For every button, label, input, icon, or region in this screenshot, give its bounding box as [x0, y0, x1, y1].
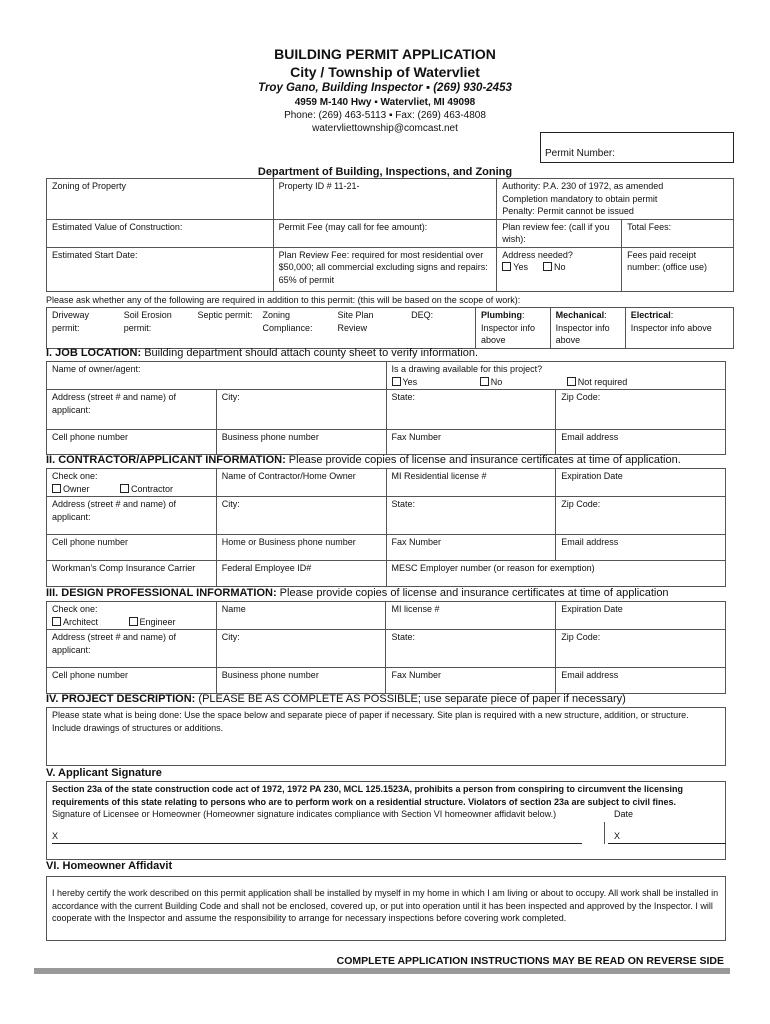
drawing-available-field[interactable]: Is a drawing available for this project? Yes No Not required — [386, 362, 726, 390]
total-fees-field[interactable]: Total Fees: — [622, 219, 734, 247]
permit-info-table — [46, 178, 734, 292]
no-checkbox[interactable] — [543, 262, 552, 271]
date-label: Date — [614, 809, 634, 819]
zip-field[interactable]: Zip Code: — [556, 390, 726, 430]
section-3-heading: III. DESIGN PROFESSIONAL INFORMATION: Please provide copies of license and insurance certificates at time of application — [46, 587, 669, 599]
permit-number-label: Permit Number: — [545, 148, 616, 159]
workmans-comp-field[interactable]: Workman’s Comp Insurance Carrier — [47, 561, 217, 587]
circumvent-notice: Section 23a of the state construction code act of 1972, 1972 PA 230, MCL 125.1523A, prohibits a person from conspiring to circumvent the licensing requirements of this state relating to persons who are to perform work on a residential structure. Violators of section 23a are subject to civil fines. — [52, 784, 684, 807]
signature-x-mark: X — [52, 831, 59, 841]
project-description-table — [46, 707, 726, 766]
contractor-zip-field[interactable]: Zip Code: — [556, 497, 726, 535]
architect-checkbox[interactable] — [52, 617, 61, 626]
date-line[interactable] — [608, 843, 726, 844]
driveway-permit-field[interactable]: Driveway permit: — [47, 308, 119, 349]
mesc-field[interactable]: MESC Employer number (or reason for exemption) — [386, 561, 725, 587]
contractor-table — [46, 468, 726, 587]
design-email-field[interactable]: Email address — [556, 668, 726, 694]
zoning-field[interactable]: Zoning of Property — [47, 179, 274, 220]
business-phone-field[interactable]: Business phone number — [216, 430, 386, 455]
yes-checkbox[interactable] — [502, 262, 511, 271]
signature-line[interactable] — [52, 843, 582, 844]
signature-label: Signature of Licensee or Homeowner (Homeowner signature indicates compliance with Section VI homeowner affidavit below.) — [52, 809, 557, 819]
footer-bar — [34, 968, 730, 974]
homeowner-affidavit-table — [46, 876, 726, 941]
plan-review-fee-field[interactable]: Plan review fee: (call if you wish): — [497, 219, 622, 247]
contractor-email-field[interactable]: Email address — [556, 535, 726, 561]
contractor-name-field[interactable]: Name of Contractor/Home Owner — [216, 469, 386, 497]
drawing-not-required-checkbox[interactable] — [567, 377, 576, 386]
soil-erosion-permit-field[interactable]: Soil Erosion permit: — [119, 308, 193, 349]
homeowner-affidavit-text: I hereby certify the work described on this permit application shall be installed by myself in my home in which I am living or about to occupy. All work shall be installed in accordance with the current Building Code and shall not be enclosed, covered up, or put into operation until it has been inspected and approved by the Inspector. I will cooperate with the Inspector and assume the responsibility to arrange for necessary inspections before covering work completed. — [47, 877, 726, 941]
mi-license-field[interactable]: MI license # — [386, 602, 556, 630]
email-field[interactable]: Email address — [556, 430, 726, 455]
address-needed-field[interactable]: Address needed? Yes No — [497, 247, 622, 291]
contractor-city-field[interactable]: City: — [216, 497, 386, 535]
design-address-field[interactable]: Address (street # and name) of applicant: — [47, 630, 217, 668]
section-5-heading: V. Applicant Signature — [46, 767, 162, 779]
design-state-field[interactable]: State: — [386, 630, 556, 668]
license-expiration-field[interactable]: Expiration Date — [556, 469, 726, 497]
section-2-heading: II. CONTRACTOR/APPLICANT INFORMATION: Please provide copies of license and insurance certificates at time of application. — [46, 454, 681, 466]
reverse-side-notice: COMPLETE APPLICATION INSTRUCTIONS MAY BE READ ON REVERSE SIDE — [336, 955, 724, 967]
owner-agent-field[interactable]: Name of owner/agent: — [47, 362, 387, 390]
contractor-checkbox[interactable] — [120, 484, 129, 493]
plan-review-info: Plan Review Fee: required for most residential over $50,000; all commercial excluding signs and repairs: 65% of permit — [273, 247, 497, 291]
federal-id-field[interactable]: Federal Employee ID# — [216, 561, 386, 587]
design-check-one[interactable]: Check one: Architect Engineer — [47, 602, 217, 630]
design-name-field[interactable]: Name — [216, 602, 386, 630]
section-1-heading: I. JOB LOCATION: Building department should attach county sheet to verify information. — [46, 347, 479, 359]
site-plan-review-field[interactable]: Site Plan Review — [332, 308, 406, 349]
department-title: Department of Building, Inspections, and Zoning — [257, 166, 513, 178]
inspector-line: Troy Gano, Building Inspector ▪ (269) 930-2453 — [258, 82, 512, 94]
design-professional-table — [46, 601, 726, 694]
septic-permit-field[interactable]: Septic permit: — [192, 308, 257, 349]
owner-checkbox[interactable] — [52, 484, 61, 493]
contractor-phone-field[interactable]: Home or Business phone number — [216, 535, 386, 561]
applicant-address-field[interactable]: Address (street # and name) of applicant: — [47, 390, 217, 430]
engineer-checkbox[interactable] — [129, 617, 138, 626]
design-fax-field[interactable]: Fax Number — [386, 668, 556, 694]
contractor-state-field[interactable]: State: — [386, 497, 556, 535]
office-email: watervliettownship@comcast.net — [312, 123, 458, 134]
design-expiration-field[interactable]: Expiration Date — [556, 602, 726, 630]
form-title: BUILDING PERMIT APPLICATION — [274, 46, 496, 62]
permit-number-field[interactable] — [540, 132, 734, 163]
plumbing-info: Plumbing: Inspector info above — [476, 308, 551, 349]
office-phones: Phone: (269) 463-5113 ▪ Fax: (269) 463-4808 — [284, 110, 486, 121]
signature-table — [46, 781, 726, 860]
residential-license-field[interactable]: MI Residential license # — [386, 469, 556, 497]
drawing-no-checkbox[interactable] — [480, 377, 489, 386]
additional-permits-table — [46, 307, 734, 349]
office-address: 4959 M-140 Hwy ▪ Watervliet, MI 49098 — [294, 97, 476, 108]
drawing-yes-checkbox[interactable] — [392, 377, 401, 386]
additional-permits-note: Please ask whether any of the following are required in addition to this permit: (this will be based on the scope of work): — [46, 295, 521, 305]
electrical-info: Electrical: Inspector info above — [625, 308, 733, 349]
authority-info: Authority: P.A. 230 of 1972, as amended Completion mandatory to obtain permit Penalty: Permit cannot be issued — [497, 179, 734, 220]
design-business-phone-field[interactable]: Business phone number — [216, 668, 386, 694]
signature-section — [47, 782, 726, 860]
date-x-mark: X — [614, 831, 621, 841]
permit-fee-field[interactable]: Permit Fee (may call for fee amount): — [273, 219, 497, 247]
zoning-compliance-field[interactable]: Zoning Compliance: — [258, 308, 333, 349]
cell-phone-field[interactable]: Cell phone number — [47, 430, 217, 455]
fax-field[interactable]: Fax Number — [386, 430, 556, 455]
design-zip-field[interactable]: Zip Code: — [556, 630, 726, 668]
signature-divider — [604, 822, 605, 844]
contractor-cell-field[interactable]: Cell phone number — [47, 535, 217, 561]
municipality-name: City / Township of Watervliet — [290, 64, 480, 80]
mechanical-info: Mechanical: Inspector info above — [550, 308, 625, 349]
contractor-address-field[interactable]: Address (street # and name) of applicant: — [47, 497, 217, 535]
deq-field[interactable]: DEQ: — [406, 308, 475, 349]
design-cell-field[interactable]: Cell phone number — [47, 668, 217, 694]
job-location-table — [46, 361, 726, 455]
estimated-value-field[interactable]: Estimated Value of Construction: — [47, 219, 274, 247]
section-4-heading: IV. PROJECT DESCRIPTION: (PLEASE BE AS COMPLETE AS POSSIBLE; use separate piece of paper if necessary) — [46, 693, 626, 705]
project-description-field[interactable]: Please state what is being done: Use the space below and separate piece of paper if necessary. Site plan is required with a new structure, addition, or structure. Include drawings of structures or additions. — [47, 708, 726, 766]
fees-receipt-field[interactable]: Fees paid receipt number: (office use) — [622, 247, 734, 291]
property-id-field[interactable]: Property ID # 11-21- — [273, 179, 497, 220]
contractor-fax-field[interactable]: Fax Number — [386, 535, 556, 561]
contractor-check-one[interactable]: Check one: Owner Contractor — [47, 469, 217, 497]
design-city-field[interactable]: City: — [216, 630, 386, 668]
section-6-heading: VI. Homeowner Affidavit — [46, 860, 173, 872]
state-field[interactable]: State: — [386, 390, 556, 430]
city-field[interactable]: City: — [216, 390, 386, 430]
estimated-start-field[interactable]: Estimated Start Date: — [47, 247, 274, 291]
